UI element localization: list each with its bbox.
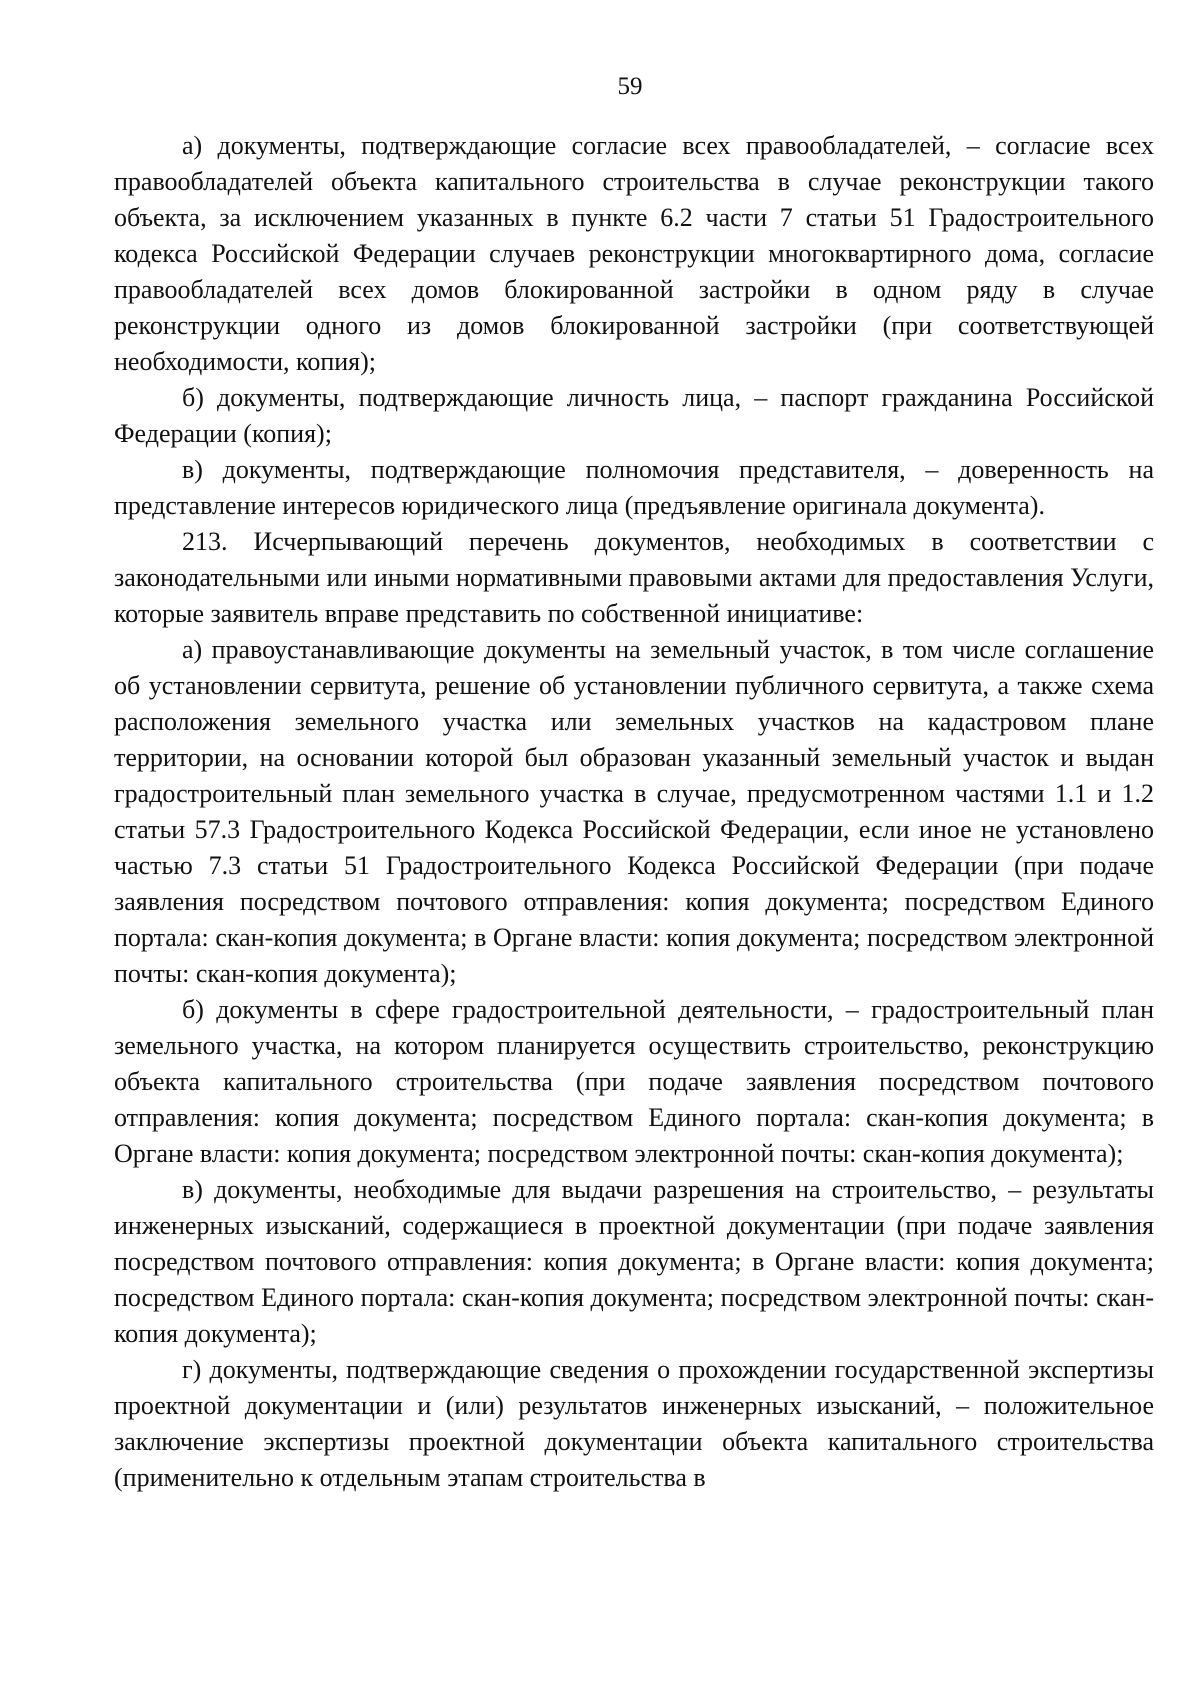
page-number: 59 bbox=[617, 73, 643, 100]
document-body bbox=[114, 128, 1154, 1496]
paragraph-a-consent-documents: а) документы, подтверждающие согласие всех правообладателей, – согласие всех правообладателей объекта капитального строительства в случае реконструкции такого объекта, за исключением указанных в пункте 6.2 части 7 статьи 51 Градостроительного кодекса Российской Федерации случаев реконструкции многоквартирного дома, согласие правообладателей всех домов блокированной застройки в одном ряду в случае реконструкции одного из домов блокированной застройки (при соответствующей необходимости, копия); bbox=[114, 131, 1154, 376]
paragraph-c-engineering-survey-results: в) документы, необходимые для выдачи разрешения на строительство, – результаты инженерных изысканий, содержащиеся в проектной документации (при подаче заявления посредством почтового отправления: копия документа; в Органе власти: копия документа; посредством Единого портала: скан-копия документа; посредством электронной почты: скан-копия документа); bbox=[114, 1175, 1154, 1348]
paragraph-c-representative-authority: в) документы, подтверждающие полномочия представителя, – доверенность на представление интересов юридического лица (предъявление оригинала документа). bbox=[114, 455, 1154, 520]
paragraph-b-urban-planning-documents: б) документы в сфере градостроительной деятельности, – градостроительный план земельного участка, на котором планируется осуществить строительство, реконструкцию объекта капитального строительства (при подаче заявления посредством почтового отправления: копия документа; посредством Единого портала: скан-копия документа; в Органе власти: копия документа; посредством электронной почты: скан-копия документа); bbox=[114, 995, 1154, 1168]
paragraph-a-land-title-documents: а) правоустанавливающие документы на земельный участок, в том числе соглашение об установлении сервитута, решение об установлении публичного сервитута, а также схема расположения земельного участка или земельных участков на кадастровом плане территории, на основании которой был образован указанный земельный участок и выдан градостроительный план земельного участка в случае, предусмотренном частями 1.1 и 1.2 статьи 57.3 Градостроительного Кодекса Российской Федерации, если иное не установлено частью 7.3 статьи 51 Градостроительного Кодекса Российской Федерации (при подаче заявления посредством почтового отправления: копия документа; посредством Единого портала: скан-копия документа; в Органе власти: копия документа; посредством электронной почты: скан-копия документа); bbox=[114, 635, 1154, 988]
paragraph-d-state-expertise-documents: г) документы, подтверждающие сведения о прохождении государственной экспертизы проектной документации и (или) результатов инженерных изысканий, – положительное заключение экспертизы проектной документации объекта капитального строительства (применительно к отдельным этапам строительства в bbox=[114, 1355, 1154, 1492]
paragraph-b-identity-documents: б) документы, подтверждающие личность лица, – паспорт гражданина Российской Федерации (копия); bbox=[114, 383, 1154, 448]
paragraph-213-documents-list: 213. Исчерпывающий перечень документов, необходимых в соответствии с законодательными или иными нормативными правовыми актами для предоставления Услуги, которые заявитель вправе представить по собственной инициативе: bbox=[114, 527, 1154, 628]
